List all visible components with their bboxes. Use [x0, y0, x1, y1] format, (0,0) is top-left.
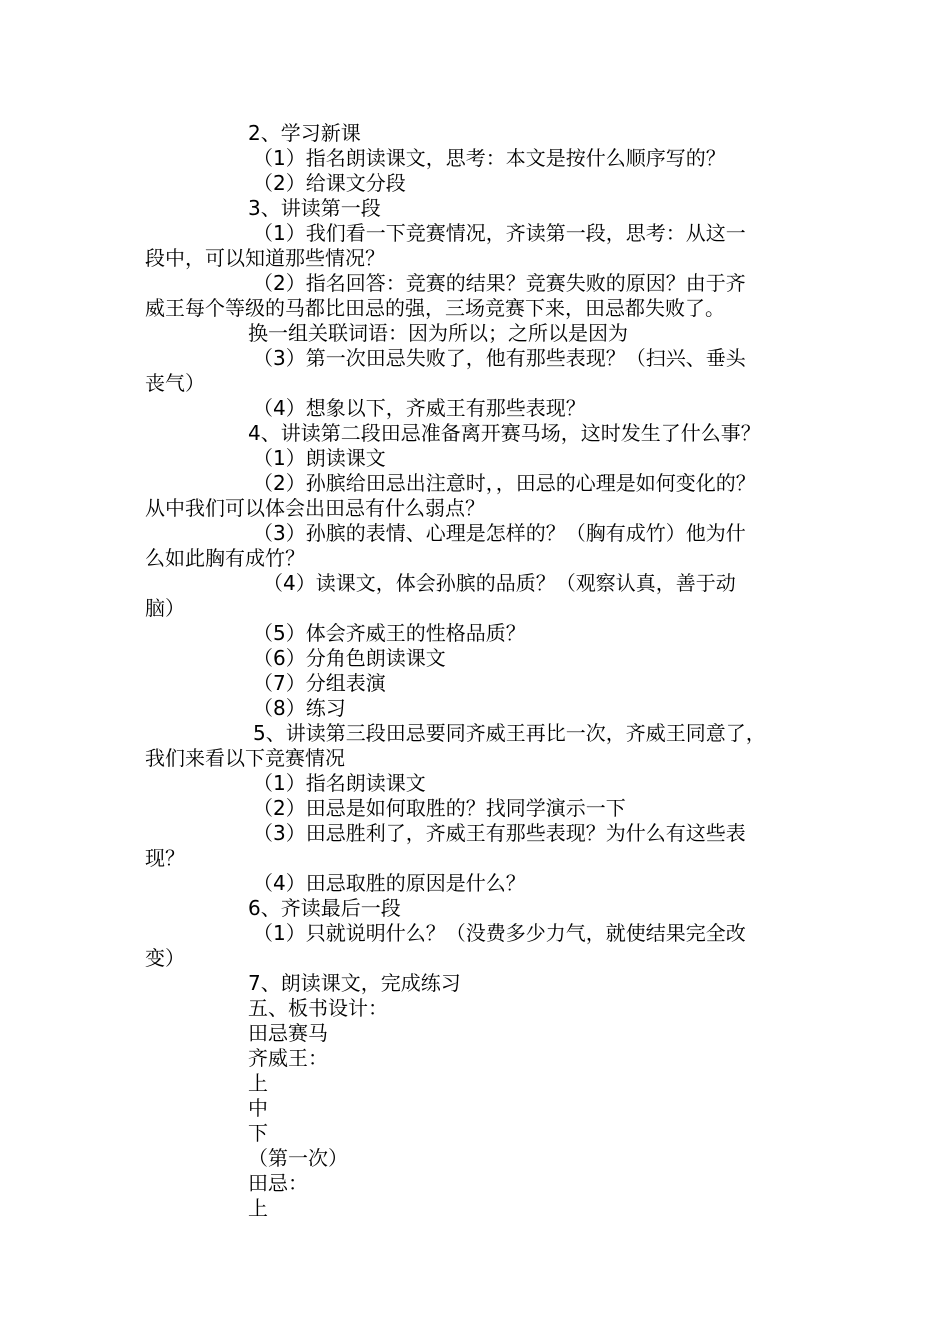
step-line: （1）朗读课文 [253, 446, 386, 470]
continuation-line: 我们来看以下竞赛情况 [145, 746, 345, 770]
step-line: （7）分组表演 [253, 671, 386, 695]
continuation-line: 丧气） [145, 371, 205, 395]
continuation-line: 脑） [145, 596, 185, 620]
continuation-line: 段中，可以知道那些情况？ [145, 246, 385, 270]
board-line: 田忌赛马 [248, 1021, 328, 1045]
continuation-line: 变） [145, 946, 185, 970]
step-line: （2）给课文分段 [253, 171, 406, 195]
step-line: （3）第一次田忌失败了，他有那些表现？（扫兴、垂头 [253, 346, 746, 370]
step-line: （1）只就说明什么？（没费多少力气，就使结果完全改 [253, 921, 746, 945]
section-heading: 6、齐读最后一段 [248, 896, 401, 920]
step-line: （4）读课文，体会孙膑的品质？（观察认真，善于动 [263, 571, 736, 595]
step-line: （8）练习 [253, 696, 346, 720]
lesson-plan-body [145, 121, 825, 1221]
board-design-heading: 五、板书设计： [248, 996, 388, 1020]
step-line: （3）孙膑的表情、心理是怎样的？（胸有成竹）他为什 [253, 521, 746, 545]
step-line: （4）想象以下，齐威王有那些表现？ [253, 396, 586, 420]
step-line: （2）田忌是如何取胜的？找同学演示一下 [253, 796, 626, 820]
step-line: （1）指名朗读课文，思考：本文是按什么顺序写的？ [253, 146, 726, 170]
board-line: 中 [248, 1096, 268, 1120]
section-heading: 7、朗读课文，完成练习 [248, 971, 461, 995]
board-line: 下 [248, 1121, 268, 1145]
step-line: （2）孙膑给田忌出注意时，，田忌的心理是如何变化的？ [253, 471, 756, 495]
board-line: 上 [248, 1196, 268, 1220]
step-line: （1）指名朗读课文 [253, 771, 426, 795]
board-line: （第一次） [248, 1146, 348, 1170]
step-line: （6）分角色朗读课文 [253, 646, 446, 670]
section-heading: 3、讲读第一段 [248, 196, 381, 220]
step-line: （1）我们看一下竞赛情况，齐读第一段，思考：从这一 [253, 221, 746, 245]
continuation-line: 么如此胸有成竹？ [145, 546, 305, 570]
section-heading: 2、学习新课 [248, 121, 361, 145]
step-line: （5）体会齐威王的性格品质？ [253, 621, 526, 645]
section-heading: 4、讲读第二段田忌准备离开赛马场，这时发生了什么事？ [248, 421, 761, 445]
board-line: 田忌： [248, 1171, 308, 1195]
step-line: （3）田忌胜利了，齐威王有那些表现？为什么有这些表 [253, 821, 746, 845]
board-line: 上 [248, 1071, 268, 1095]
continuation-line: 从中我们可以体会出田忌有什么弱点？ [145, 496, 485, 520]
continuation-line: 威王每个等级的马都比田忌的强，三场竞赛下来，田忌都失败了。 [145, 296, 725, 320]
note-line: 换一组关联词语：因为所以；之所以是因为 [248, 321, 628, 345]
step-line: （2）指名回答：竞赛的结果？竞赛失败的原因？由于齐 [253, 271, 746, 295]
section-heading: 5、讲读第三段田忌要同齐威王再比一次，齐威王同意了， [253, 721, 766, 745]
continuation-line: 现？ [145, 846, 185, 870]
step-line: （4）田忌取胜的原因是什么？ [253, 871, 526, 895]
board-line: 齐威王： [248, 1046, 328, 1070]
